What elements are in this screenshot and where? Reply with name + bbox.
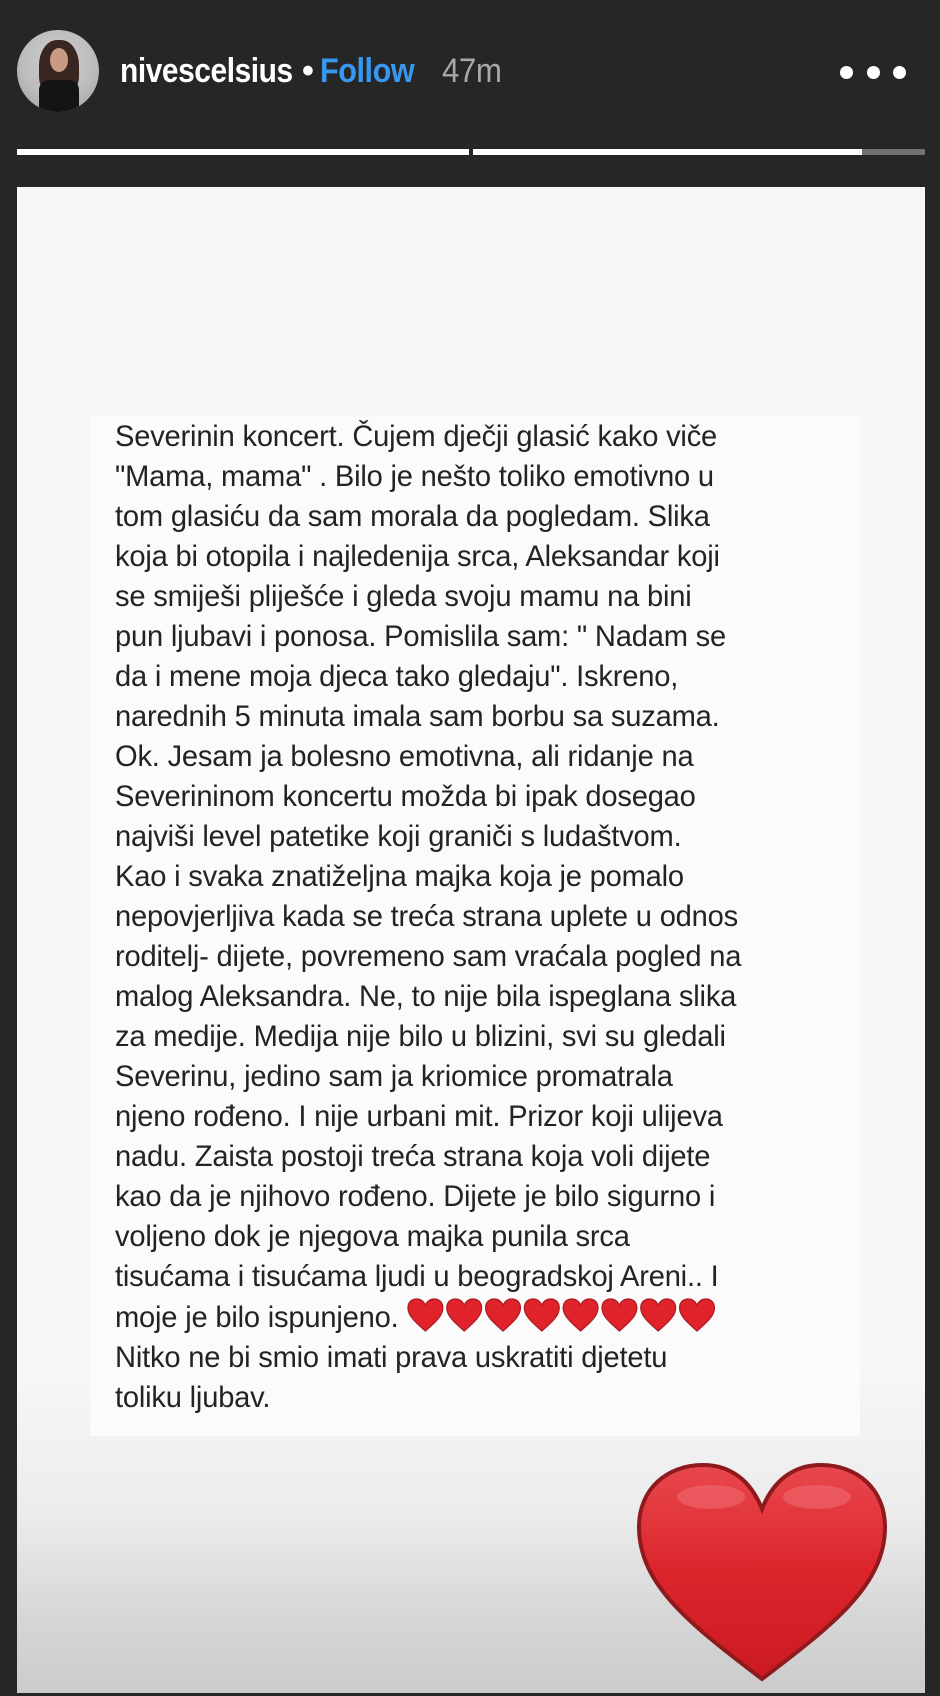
text-line: se smiješi pliješće i gleda svoju mamu na bini	[115, 580, 692, 613]
avatar-dress	[39, 80, 79, 112]
separator-dot: •	[302, 51, 314, 90]
text-line: kao da je njihovo rođeno. Dijete je bilo sigurno i	[115, 1180, 716, 1213]
red-heart-icon	[678, 1297, 717, 1333]
username-link[interactable]: nivescelsius	[120, 51, 293, 90]
red-heart-icon	[600, 1297, 639, 1333]
user-line	[120, 48, 507, 94]
text-line: narednih 5 minuta imala sam borbu sa suzama.	[115, 700, 720, 733]
avatar[interactable]	[17, 30, 99, 112]
more-horizontal-icon-dot	[840, 66, 853, 79]
follow-button[interactable]: Follow	[320, 51, 415, 90]
text-line: "Mama, mama" . Bilo je nešto toliko emotivno u	[115, 460, 714, 493]
text-line: tisućama i tisućama ljudi u beogradskoj Areni.. I	[115, 1260, 719, 1293]
text-line: nepovjerljiva kada se treća strana uplete u odnos	[115, 900, 739, 933]
text-line: pun ljubavi i ponosa. Pomislila sam: " Nadam se	[115, 620, 726, 653]
text-line: voljeno dok je njegova majka punila srca	[115, 1220, 630, 1253]
text-line: tom glasiću da sam morala da pogledam. Slika	[115, 500, 710, 533]
large-heart-sticker-icon[interactable]	[631, 1457, 893, 1687]
more-horizontal-icon-dot	[867, 66, 880, 79]
text-line: toliku ljubav.	[115, 1381, 271, 1414]
text-line: Severininom koncertu možda bi ipak dosegao	[115, 780, 696, 813]
text-line: za medije. Medija nije bilo u blizini, svi su gledali	[115, 1020, 726, 1053]
text-line: Ok. Jesam ja bolesno emotivna, ali ridanje na	[115, 740, 694, 773]
text-line: Severinin koncert. Čujem dječji glasić kako viče	[115, 420, 718, 453]
text-line: njeno rođeno. I nije urbani mit. Prizor koji ulijeva	[115, 1100, 723, 1133]
text-line: roditelj- dijete, povremeno sam vraćala pogled na	[115, 940, 742, 973]
red-heart-icon	[523, 1297, 562, 1333]
text-line: Nitko ne bi smio imati prava uskratiti djetetu	[115, 1341, 668, 1374]
text-fragment: moje je bilo ispunjeno.	[115, 1301, 399, 1334]
progress-fill	[17, 149, 469, 155]
text-line: Kao i svaka znatiželjna majka koja je pomalo	[115, 860, 684, 893]
text-line-with-hearts	[115, 1297, 838, 1338]
progress-segment-1[interactable]	[17, 149, 469, 155]
red-heart-icon	[484, 1297, 523, 1333]
text-line: da i mene moja djeca tako gledaju". Iskreno,	[115, 660, 679, 693]
red-heart-icon	[639, 1297, 678, 1333]
story-text-box	[90, 417, 860, 1436]
progress-segment-2[interactable]	[473, 149, 925, 155]
avatar-face	[50, 48, 68, 72]
red-heart-icon	[561, 1297, 600, 1333]
story-progress-bar	[17, 149, 925, 155]
progress-fill	[473, 149, 862, 155]
red-heart-icon	[445, 1297, 484, 1333]
story-card[interactable]	[17, 187, 925, 1693]
text-line: nadu. Zaista postoji treća strana koja voli dijete	[115, 1140, 711, 1173]
more-horizontal-icon-dot	[893, 66, 906, 79]
more-options-button[interactable]	[840, 52, 906, 92]
text-line: malog Aleksandra. Ne, to nije bila ispeglana slika	[115, 980, 737, 1013]
text-line: najviši level patetike koji graniči s ludaštvom.	[115, 820, 682, 853]
red-heart-icon	[406, 1297, 445, 1333]
story-text	[90, 417, 860, 1418]
story-header	[0, 0, 940, 140]
timestamp: 47m	[442, 51, 502, 90]
inline-hearts	[406, 1297, 716, 1333]
text-line: koja bi otopila i najledenija srca, Aleksandar koji	[115, 540, 720, 573]
text-line: Severinu, jedino sam ja kriomice promatrala	[115, 1060, 673, 1093]
